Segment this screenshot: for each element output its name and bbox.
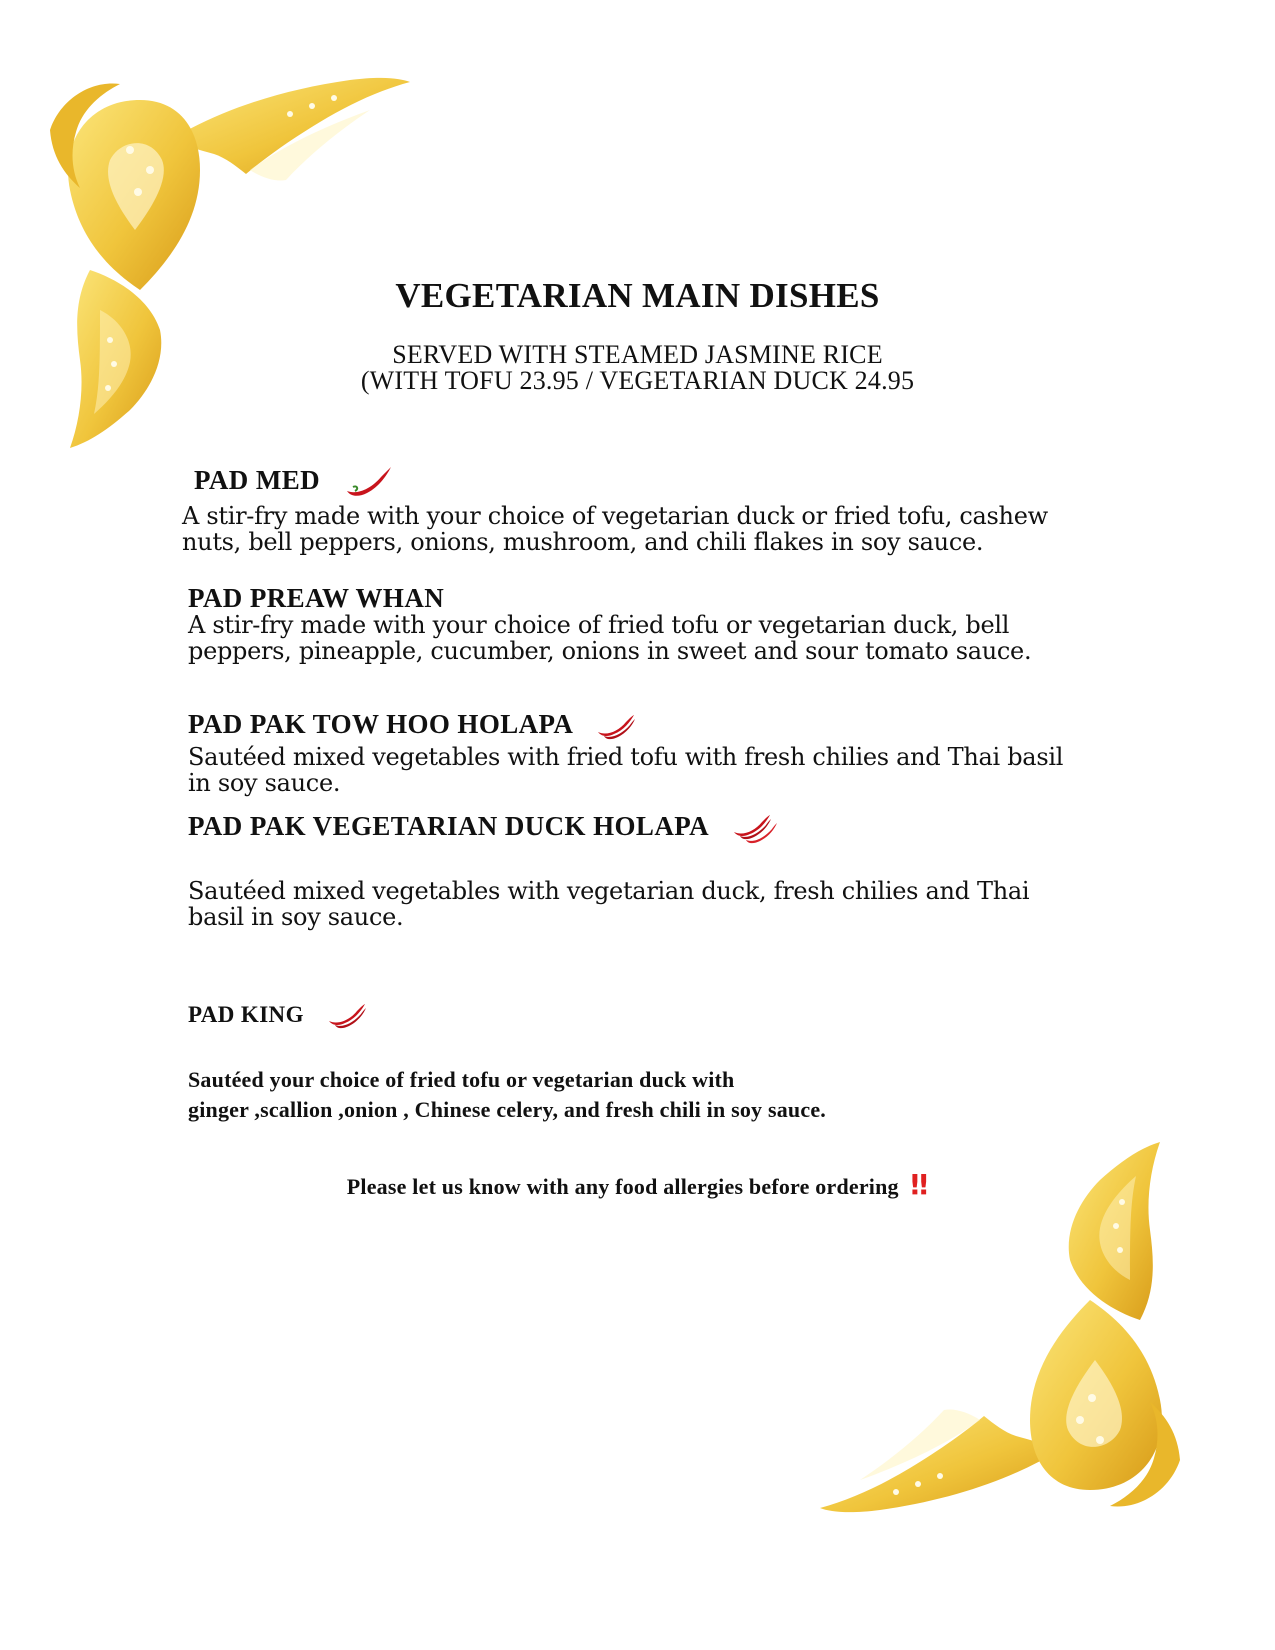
chili-pepper-icon <box>327 1003 367 1033</box>
subtitle-line-1: SERVED WITH STEAMED JASMINE RICE <box>392 340 883 369</box>
allergy-notice-text: Please let us know with any food allergies before ordering <box>346 1174 899 1199</box>
item-description: A stir-fry made with your choice of vegetarian duck or fried tofu, cashew nuts, bell peppers, onions, mushroom, and chili flakes in soy sauce. <box>182 502 1048 556</box>
item-name: PAD MED <box>194 464 321 495</box>
item-name: PAD PREAW WHAN <box>188 583 445 613</box>
page-subtitle <box>0 342 1275 394</box>
item-description-line-2: ginger ,scallion ,onion , Chinese celery, and fresh chili in soy sauce. <box>188 1096 826 1122</box>
subtitle-line-2: (WITH TOFU 23.95 / VEGETARIAN DUCK 24.95 <box>360 366 915 395</box>
menu-item <box>188 585 1088 664</box>
item-name: PAD PAK TOW HOO HOLAPA <box>188 709 574 739</box>
chili-pepper-icon <box>343 465 393 503</box>
chili-pepper-icon <box>732 814 778 848</box>
double-exclamation-icon: ‼ <box>910 1168 929 1201</box>
allergy-notice <box>0 1168 1275 1201</box>
item-name: PAD PAK VEGETARIAN DUCK HOLAPA <box>188 811 710 841</box>
menu-item <box>188 813 1088 930</box>
page-title: VEGETARIAN MAIN DISHES <box>395 276 880 315</box>
item-description: A stir-fry made with your choice of fried tofu or vegetarian duck, bell peppers, pineapple, cucumber, onions in sweet and sour tomato sauce. <box>188 611 1032 665</box>
menu-item <box>188 1001 826 1125</box>
menu-item <box>182 464 1088 556</box>
item-description: Sautéed mixed vegetables with vegetarian duck, fresh chilies and Thai basil in soy sauce. <box>188 876 1030 931</box>
chili-pepper-icon <box>596 714 636 744</box>
item-description <box>188 1065 826 1125</box>
menu-item <box>188 711 1088 796</box>
item-description: Sautéed mixed vegetables with fried tofu with fresh chilies and Thai basil in soy sauce. <box>188 742 1064 797</box>
item-name: PAD KING <box>188 1002 304 1027</box>
item-description-line-1: Sautéed your choice of fried tofu or vegetarian duck with <box>188 1066 735 1092</box>
